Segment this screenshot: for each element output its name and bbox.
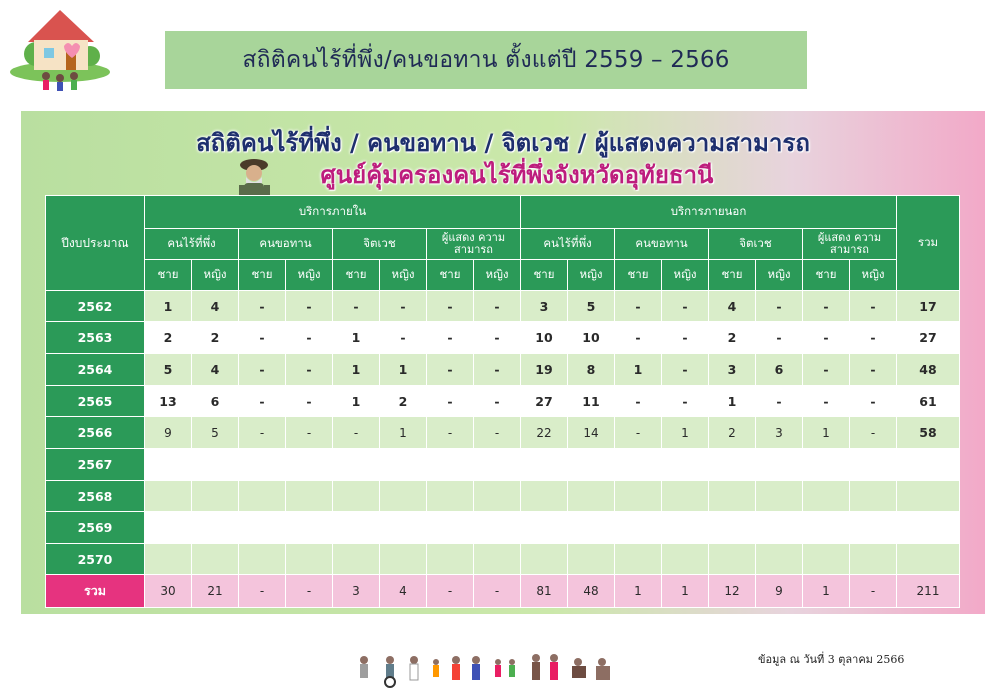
row-total-cell — [897, 449, 960, 481]
table-cell: 10 — [521, 322, 568, 354]
table-row — [46, 481, 960, 512]
table-cell — [803, 481, 850, 512]
table-cell: - — [803, 322, 850, 354]
row-total-cell: 27 — [897, 322, 960, 354]
table-cell: 1 — [803, 417, 850, 449]
table-cell: 5 — [145, 354, 192, 386]
table-cell: - — [850, 322, 897, 354]
table-cell — [286, 481, 333, 512]
category-header-homeless: คนไร้ที่พึ่ง — [145, 229, 239, 260]
total-cell: - — [850, 575, 897, 608]
row-total-cell — [897, 481, 960, 512]
table-cell — [662, 544, 709, 575]
table-cell: - — [615, 386, 662, 417]
gender-header: หญิง — [286, 260, 333, 291]
table-cell: - — [286, 322, 333, 354]
year-cell: 2567 — [46, 449, 145, 481]
year-column-header: ปีงบประมาณ — [46, 196, 145, 291]
table-cell — [662, 512, 709, 544]
table-cell — [850, 449, 897, 481]
table-cell — [427, 512, 474, 544]
table-cell — [662, 449, 709, 481]
table-cell: 2 — [380, 386, 427, 417]
grand-total-cell: 211 — [897, 575, 960, 608]
statistics-poster — [21, 111, 985, 614]
total-cell: 81 — [521, 575, 568, 608]
table-cell: - — [850, 417, 897, 449]
table-row — [46, 544, 960, 575]
year-cell: 2565 — [46, 386, 145, 417]
table-cell: 8 — [568, 354, 615, 386]
total-cell: 48 — [568, 575, 615, 608]
table-cell — [709, 544, 756, 575]
table-cell — [615, 449, 662, 481]
table-row — [46, 417, 960, 449]
table-cell: - — [615, 322, 662, 354]
row-total-cell — [897, 512, 960, 544]
table-cell: - — [756, 386, 803, 417]
table-cell: - — [427, 322, 474, 354]
gender-header: หญิง — [568, 260, 615, 291]
table-cell: - — [239, 386, 286, 417]
category-header-psychiatric: จิตเวช — [333, 229, 427, 260]
poster-subtitle: ศูนย์คุ้มครองคนไร้ที่พึ่งจังหวัดอุทัยธานี — [320, 161, 714, 189]
table-cell: - — [239, 354, 286, 386]
year-cell: 2564 — [46, 354, 145, 386]
table-cell — [333, 512, 380, 544]
total-cell: 21 — [192, 575, 239, 608]
gender-header: ชาย — [333, 260, 380, 291]
row-total-cell: 61 — [897, 386, 960, 417]
table-cell — [803, 544, 850, 575]
table-cell: - — [427, 291, 474, 322]
table-cell: - — [286, 417, 333, 449]
table-cell: - — [239, 417, 286, 449]
gender-header: หญิง — [474, 260, 521, 291]
gender-header: ชาย — [709, 260, 756, 291]
data-source-note: ข้อมูล ณ วันที่ 3 ตุลาคม 2566 — [758, 653, 905, 666]
table-cell: 2 — [709, 322, 756, 354]
row-total-cell: 17 — [897, 291, 960, 322]
table-cell — [145, 544, 192, 575]
table-cell: - — [474, 322, 521, 354]
table-cell: - — [474, 386, 521, 417]
table-cell: - — [850, 354, 897, 386]
table-cell: 19 — [521, 354, 568, 386]
table-cell: - — [474, 417, 521, 449]
table-cell — [286, 544, 333, 575]
table-cell — [474, 449, 521, 481]
table-cell — [709, 481, 756, 512]
table-cell — [192, 449, 239, 481]
table-cell: 2 — [145, 322, 192, 354]
table-cell: - — [662, 386, 709, 417]
gender-header: ชาย — [427, 260, 474, 291]
table-cell — [756, 481, 803, 512]
gender-header: ชาย — [239, 260, 286, 291]
table-cell: - — [239, 322, 286, 354]
table-cell: 10 — [568, 322, 615, 354]
category-header-performer: ผู้แสดง ความสามารถ — [427, 229, 521, 260]
table-cell — [474, 512, 521, 544]
house-family-logo-icon — [6, 2, 114, 100]
table-cell: 6 — [192, 386, 239, 417]
gender-header: หญิง — [662, 260, 709, 291]
table-cell — [380, 512, 427, 544]
table-cell — [380, 449, 427, 481]
table-cell: - — [803, 354, 850, 386]
category-header-beggar: คนขอทาน — [239, 229, 333, 260]
poster-title: สถิติคนไร้ที่พึ่ง / คนขอทาน / จิตเวช / ผู้แสดงความสามารถ — [196, 129, 810, 157]
total-cell: 1 — [803, 575, 850, 608]
gender-header: ชาย — [521, 260, 568, 291]
table-cell: 9 — [145, 417, 192, 449]
table-cell: - — [615, 417, 662, 449]
table-cell: - — [662, 354, 709, 386]
total-cell: 1 — [662, 575, 709, 608]
table-cell — [803, 449, 850, 481]
table-row — [46, 291, 960, 322]
gender-header: ชาย — [615, 260, 662, 291]
row-total-cell: 48 — [897, 354, 960, 386]
year-cell: 2568 — [46, 481, 145, 512]
table-cell: 22 — [521, 417, 568, 449]
table-cell: - — [662, 322, 709, 354]
table-cell — [286, 512, 333, 544]
gender-header: ชาย — [145, 260, 192, 291]
total-label-cell: รวม — [46, 575, 145, 608]
table-cell: 11 — [568, 386, 615, 417]
table-cell: - — [662, 291, 709, 322]
table-cell: 27 — [521, 386, 568, 417]
table-cell — [521, 481, 568, 512]
table-cell — [850, 481, 897, 512]
year-cell: 2562 — [46, 291, 145, 322]
table-row — [46, 386, 960, 417]
table-cell — [568, 481, 615, 512]
table-cell: 1 — [145, 291, 192, 322]
table-cell: 1 — [662, 417, 709, 449]
total-cell: - — [239, 575, 286, 608]
table-cell: - — [850, 291, 897, 322]
table-cell — [427, 449, 474, 481]
total-cell: 3 — [333, 575, 380, 608]
total-cell: - — [427, 575, 474, 608]
table-cell: 3 — [709, 354, 756, 386]
table-cell: - — [239, 291, 286, 322]
table-cell — [709, 512, 756, 544]
table-cell — [474, 481, 521, 512]
table-cell — [239, 449, 286, 481]
total-cell: - — [286, 575, 333, 608]
table-cell: - — [803, 291, 850, 322]
table-cell — [145, 449, 192, 481]
table-cell — [333, 449, 380, 481]
row-total-cell: 58 — [897, 417, 960, 449]
category-header-homeless: คนไร้ที่พึ่ง — [521, 229, 615, 260]
table-cell: 4 — [192, 354, 239, 386]
table-cell: 6 — [756, 354, 803, 386]
people-illustration-icon — [356, 652, 618, 688]
table-cell: 13 — [145, 386, 192, 417]
table-cell: - — [286, 354, 333, 386]
table-cell — [380, 544, 427, 575]
table-cell — [333, 481, 380, 512]
internal-service-header: บริการภายใน — [145, 196, 521, 229]
table-cell: - — [286, 386, 333, 417]
table-cell: 5 — [568, 291, 615, 322]
category-header-beggar: คนขอทาน — [615, 229, 709, 260]
table-cell — [286, 449, 333, 481]
table-cell — [239, 481, 286, 512]
year-cell: 2570 — [46, 544, 145, 575]
table-cell: - — [615, 291, 662, 322]
table-cell: 1 — [333, 322, 380, 354]
table-cell: 1 — [615, 354, 662, 386]
year-cell: 2569 — [46, 512, 145, 544]
table-cell: - — [427, 417, 474, 449]
table-cell — [615, 481, 662, 512]
gender-header: หญิง — [380, 260, 427, 291]
table-cell — [756, 544, 803, 575]
table-cell: - — [380, 322, 427, 354]
table-cell — [615, 512, 662, 544]
table-cell — [850, 512, 897, 544]
table-cell: - — [427, 386, 474, 417]
table-cell: 3 — [756, 417, 803, 449]
table-cell: 4 — [192, 291, 239, 322]
table-cell: 5 — [192, 417, 239, 449]
table-cell: - — [286, 291, 333, 322]
table-row — [46, 354, 960, 386]
table-cell — [474, 544, 521, 575]
page-title: สถิติคนไร้ที่พึ่ง/คนขอทาน ตั้งแต่ปี 2559 – 2566 — [165, 31, 807, 89]
total-cell: 1 — [615, 575, 662, 608]
table-cell — [239, 544, 286, 575]
table-cell: - — [333, 291, 380, 322]
table-cell: - — [380, 291, 427, 322]
gender-header: หญิง — [192, 260, 239, 291]
total-cell: 30 — [145, 575, 192, 608]
row-total-cell — [897, 544, 960, 575]
table-cell: 2 — [709, 417, 756, 449]
table-cell — [568, 544, 615, 575]
table-cell: - — [803, 386, 850, 417]
table-cell: 1 — [333, 386, 380, 417]
table-cell: 4 — [709, 291, 756, 322]
table-cell — [756, 449, 803, 481]
total-cell: 4 — [380, 575, 427, 608]
gender-header: หญิง — [850, 260, 897, 291]
gender-header: ชาย — [803, 260, 850, 291]
table-cell — [756, 512, 803, 544]
table-cell: - — [474, 291, 521, 322]
table-cell — [803, 512, 850, 544]
total-row — [46, 575, 960, 608]
table-cell — [568, 449, 615, 481]
category-header-psychiatric: จิตเวช — [709, 229, 803, 260]
table-cell — [521, 512, 568, 544]
table-row — [46, 322, 960, 354]
table-row — [46, 512, 960, 544]
table-cell — [521, 449, 568, 481]
table-cell: 14 — [568, 417, 615, 449]
table-cell — [615, 544, 662, 575]
table-cell: 2 — [192, 322, 239, 354]
table-cell: - — [427, 354, 474, 386]
statistics-table — [45, 195, 960, 608]
table-cell — [192, 481, 239, 512]
table-cell — [427, 481, 474, 512]
table-cell — [333, 544, 380, 575]
total-cell: - — [474, 575, 521, 608]
table-cell — [709, 449, 756, 481]
table-cell — [145, 512, 192, 544]
year-cell: 2566 — [46, 417, 145, 449]
external-service-header: บริการภายนอก — [521, 196, 897, 229]
table-cell: 1 — [380, 354, 427, 386]
year-cell: 2563 — [46, 322, 145, 354]
gender-header: หญิง — [756, 260, 803, 291]
total-column-header: รวม — [897, 196, 960, 291]
table-cell — [427, 544, 474, 575]
table-cell — [850, 544, 897, 575]
table-cell: - — [756, 291, 803, 322]
table-cell: - — [474, 354, 521, 386]
category-header-performer: ผู้แสดง ความสามารถ — [803, 229, 897, 260]
table-cell — [521, 544, 568, 575]
table-cell — [662, 481, 709, 512]
table-cell — [145, 481, 192, 512]
table-cell: 1 — [380, 417, 427, 449]
table-cell: - — [756, 322, 803, 354]
table-cell: - — [333, 417, 380, 449]
table-cell — [239, 512, 286, 544]
table-cell — [568, 512, 615, 544]
table-cell: 1 — [709, 386, 756, 417]
table-cell: 1 — [333, 354, 380, 386]
table-cell — [192, 544, 239, 575]
table-cell: 3 — [521, 291, 568, 322]
total-cell: 9 — [756, 575, 803, 608]
total-cell: 12 — [709, 575, 756, 608]
table-row — [46, 449, 960, 481]
table-cell — [380, 481, 427, 512]
table-cell: - — [850, 386, 897, 417]
table-cell — [192, 512, 239, 544]
